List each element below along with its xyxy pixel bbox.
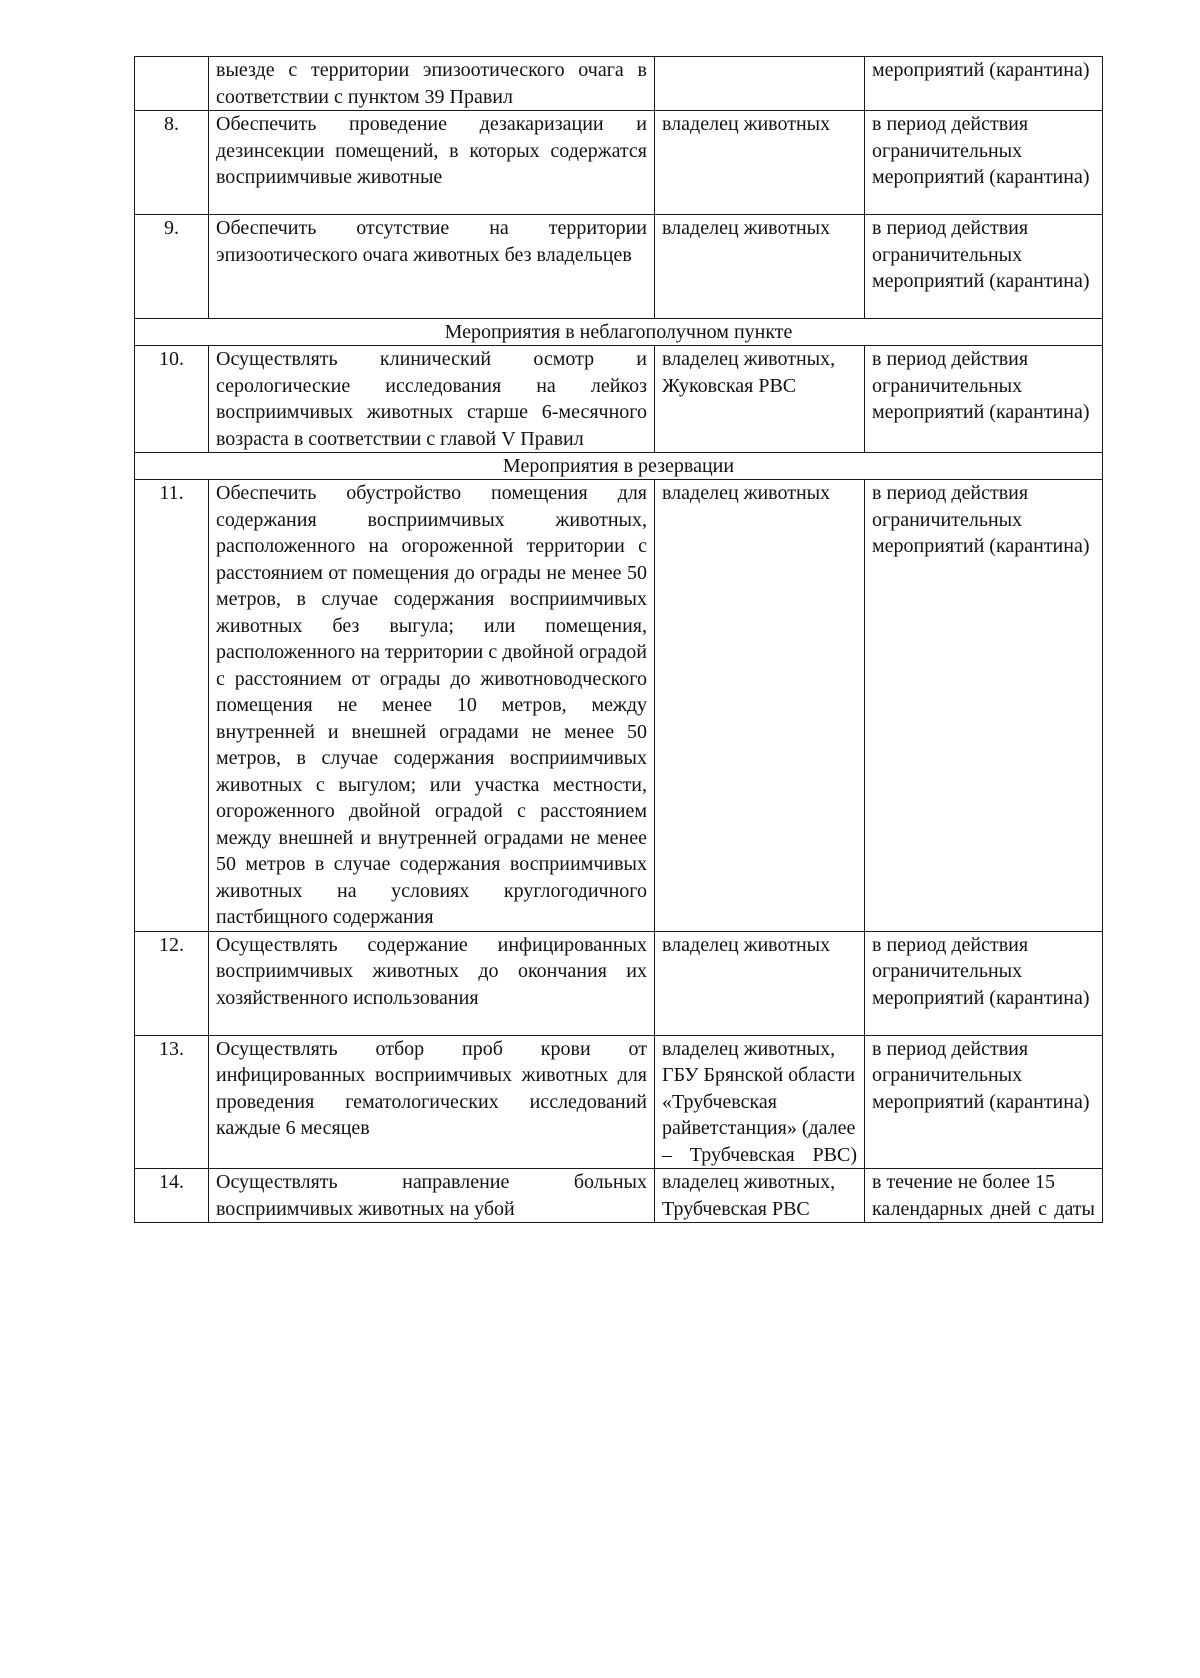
measures-table [134,56,1103,1223]
section-header-row [135,453,1103,480]
row-responsible [655,57,865,111]
row-task: Обеспечить обустройство помещения для содержания восприимчивых животных, расположенного на огороженной территории с расстоянием от помещения до ограды не менее 50 метров, в случае содержания восприимчивых животных без выгула; или помещения, расположенного на территории с двойной оградой с расстоянием от ограды до животноводческого помещения не менее 10 метров, между внутренней и внешней оградами не менее 50 метров, в случае содержания восприимчивых животных с выгулом; или участка местности, огороженного двойной оградой с расстоянием между внешней и внутренней оградами не менее 50 метров в случае содержания восприимчивых животных на условиях круглогодичного пастбищного содержания [209,480,655,932]
table-row [135,1035,1103,1169]
table-row [135,346,1103,453]
row-number: 11. [135,480,209,932]
row-deadline: в период действия ограничительных мероприятий (карантина) [865,111,1103,215]
row-deadline: в период действия ограничительных мероприятий (карантина) [865,1035,1103,1169]
row-number: 9. [135,215,209,319]
row-number: 10. [135,346,209,453]
row-task: Осуществлять содержание инфицированных восприимчивых животных до окончания их хозяйственного использования [209,931,655,1035]
section-title-reservation: Мероприятия в резервации [135,453,1103,480]
row-responsible: владелец животных [655,480,865,932]
row-task: Обеспечить проведение дезакаризации и дезинсекции помещений, в которых содержатся восприимчивые животные [209,111,655,215]
table-row [135,931,1103,1035]
table-row [135,111,1103,215]
row-deadline: в период действия ограничительных мероприятий (карантина) [865,215,1103,319]
row-number: 13. [135,1035,209,1169]
row-responsible: владелец животных [655,215,865,319]
row-number: 8. [135,111,209,215]
row-deadline: в период действия ограничительных мероприятий (карантина) [865,480,1103,932]
row-task: Обеспечить отсутствие на территории эпизоотического очага животных без владельцев [209,215,655,319]
row-deadline: в период действия ограничительных мероприятий (карантина) [865,931,1103,1035]
table-row [135,480,1103,932]
table-row [135,215,1103,319]
row-responsible: владелец животных, Жуковская РВС [655,346,865,453]
row-task: Осуществлять направление больных восприимчивых животных на убой [209,1169,655,1223]
row-deadline: мероприятий (карантина) [865,57,1103,111]
row-task: выезде с территории эпизоотического очага в соответствии с пунктом 39 Правил [209,57,655,111]
section-header-row [135,319,1103,346]
row-deadline: в период действия ограничительных мероприятий (карантина) [865,346,1103,453]
table-row [135,1169,1103,1223]
row-task: Осуществлять клинический осмотр и серологические исследования на лейкоз восприимчивых животных старше 6-месячного возраста в соответствии с главой V Правил [209,346,655,453]
row-number: 14. [135,1169,209,1223]
row-responsible: владелец животных [655,931,865,1035]
section-title-unfavorable: Мероприятия в неблагополучном пункте [135,319,1103,346]
row-responsible: владелец животных [655,111,865,215]
row-responsible: владелец животных, Трубчевская РВС [655,1169,865,1223]
row-number: 12. [135,931,209,1035]
row-task: Осуществлять отбор проб крови от инфицированных восприимчивых животных для проведения гематологических исследований каждые 6 месяцев [209,1035,655,1169]
table-row [135,57,1103,111]
row-deadline: в течение не более 15 календарных дней с даты [865,1169,1103,1223]
row-number [135,57,209,111]
row-responsible: владелец животных, ГБУ Брянской области «Трубчевская райветстанция» (далее – Трубчевская РВС) [655,1035,865,1169]
